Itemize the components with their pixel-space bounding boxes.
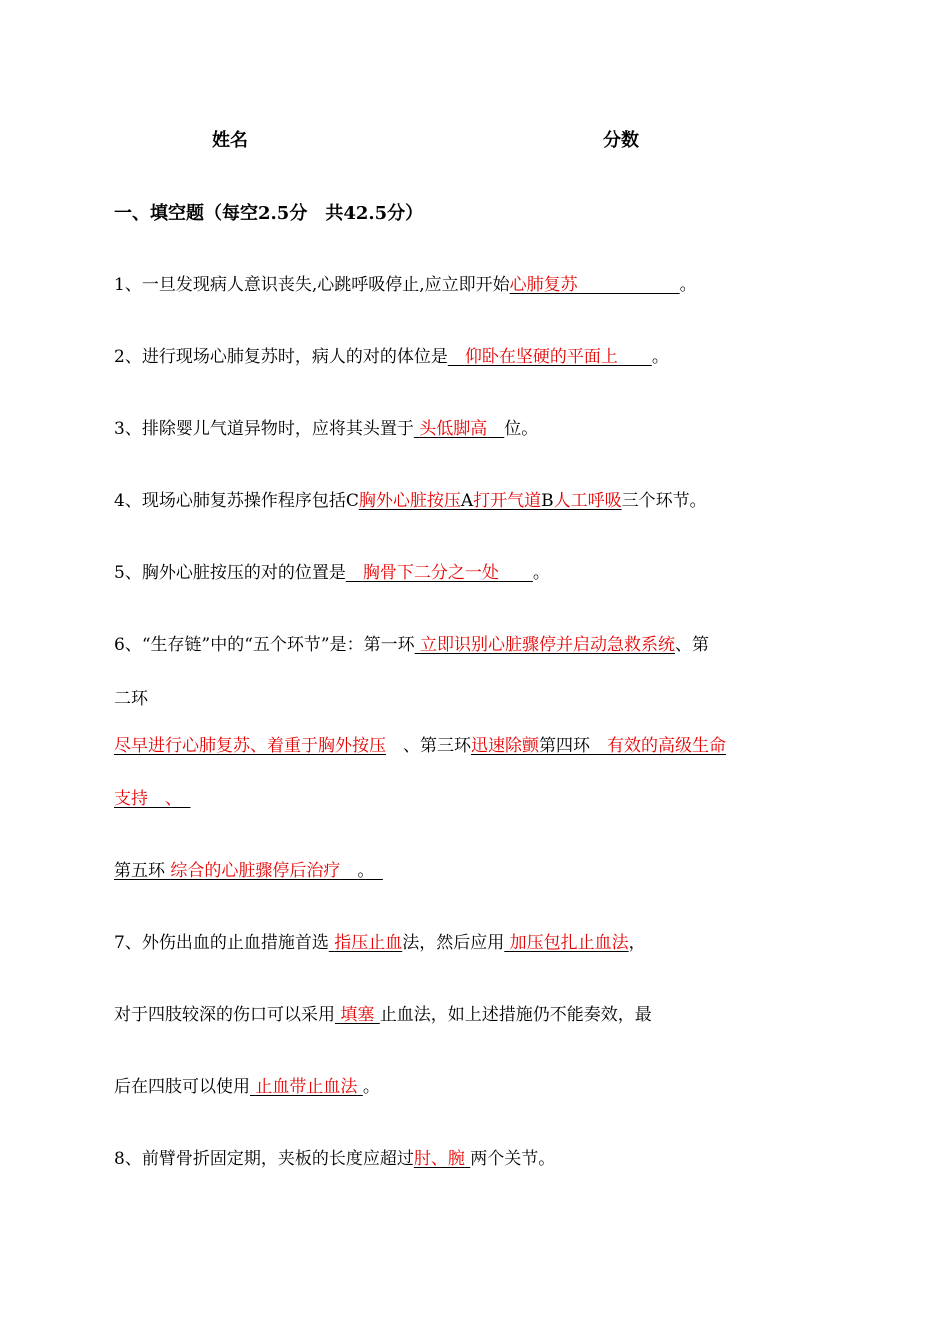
q7-answer-2: 加压包扎止血法: [509, 933, 629, 953]
score-label: 分数: [603, 130, 639, 151]
q7-answer-1: 指压止血: [334, 933, 403, 953]
q4-answer-3: 人工呼吸: [553, 491, 622, 511]
q6-answer-1: 立即识别心脏骤停并启动急救系统: [420, 635, 675, 655]
q8-end: 两个关节。: [470, 1149, 556, 1169]
q1-answer: 心肺复苏: [509, 275, 578, 295]
question-6: [114, 634, 709, 656]
section-title: 一、填空题（每空2.5分 共42.5分）: [114, 203, 424, 224]
q6-sep-1: 、第: [675, 635, 709, 655]
q8-answer: 肘、腕: [413, 1149, 465, 1169]
q7-line2-end: 止血法，如上述措施仍不能奏效，最: [379, 1005, 652, 1025]
q6-answer-3: 迅速除颤: [471, 736, 539, 756]
q4-label-a: A: [460, 491, 474, 511]
q4-text: 4、现场心肺复苏操作程序包括C: [114, 491, 359, 511]
question-6-line-5: [114, 860, 383, 882]
q4-answer-2: 打开气道: [473, 491, 542, 511]
q2-answer: 仰卧在坚硬的平面上: [464, 347, 618, 367]
q7-line3-text: 后在四肢可以使用: [114, 1077, 250, 1097]
q1-text: 1、一旦发现病人意识丧失,心跳呼吸停止,应立即开始: [114, 275, 510, 295]
q8-text: 8、前臂骨折固定期，夹板的长度应超过: [114, 1149, 414, 1169]
q4-answer-1: 胸外心脏按压: [358, 491, 461, 511]
q4-end: 三个环节。: [621, 491, 707, 511]
q7-answer-4: 止血带止血法: [255, 1077, 358, 1097]
q5-end: 。: [532, 563, 550, 583]
q6-sep-2: 、第三环: [403, 736, 471, 756]
q6-text: 6、“生存链”中的“五个环节”是：第一环: [114, 635, 415, 655]
q6-second-ring: 二环: [114, 689, 148, 709]
question-6-line-2: [114, 688, 148, 710]
question-2: [114, 346, 669, 368]
question-7: [114, 932, 646, 954]
question-4: [114, 490, 707, 512]
question-6-line-4: [114, 788, 191, 810]
question-3: [114, 418, 538, 440]
question-6-line-3: [114, 735, 726, 757]
q6-answer-4b: 支持: [114, 789, 148, 809]
q7-end: 。: [362, 1077, 380, 1097]
question-7-line-3: [114, 1076, 380, 1098]
q6-answer-5: 综合的心脏骤停后治疗: [170, 861, 341, 881]
name-label: 姓名: [212, 130, 248, 151]
question-5: [114, 562, 550, 584]
q3-answer: 头低脚高: [419, 419, 488, 439]
q2-text: 2、进行现场心肺复苏时，病人的对的体位是: [114, 347, 448, 367]
q6-answer-2: 尽早进行心肺复苏、着重于胸外按压: [114, 736, 386, 756]
q7-answer-3: 填塞: [340, 1005, 375, 1025]
question-8: [114, 1148, 555, 1170]
q4-label-b: B: [541, 491, 554, 511]
q6-sep-3: 第四环: [539, 736, 590, 756]
q6-fifth-ring: 第五环: [114, 861, 165, 881]
q7-mid-1: 法，然后应用: [402, 933, 505, 953]
q3-text: 3、排除婴儿气道异物时，应将其头置于: [114, 419, 414, 439]
q5-text: 5、胸外心脏按压的对的位置是: [114, 563, 346, 583]
q7-mid-2: ，: [628, 933, 646, 953]
q5-answer: 胸骨下二分之一处: [362, 563, 499, 583]
q6-end: 。: [357, 861, 366, 881]
q7-line2-text: 对于四肢较深的伤口可以采用: [114, 1005, 335, 1025]
question-1: [114, 274, 697, 296]
q7-text: 7、外伤出血的止血措施首选: [114, 933, 329, 953]
q2-end: 。: [651, 347, 669, 367]
q6-answer-4a: 有效的高级生命: [607, 736, 726, 756]
q1-end: 。: [679, 275, 697, 295]
q6-sep-4: 、: [165, 789, 174, 809]
q3-end: 位。: [504, 419, 539, 439]
question-7-line-2: [114, 1004, 652, 1026]
